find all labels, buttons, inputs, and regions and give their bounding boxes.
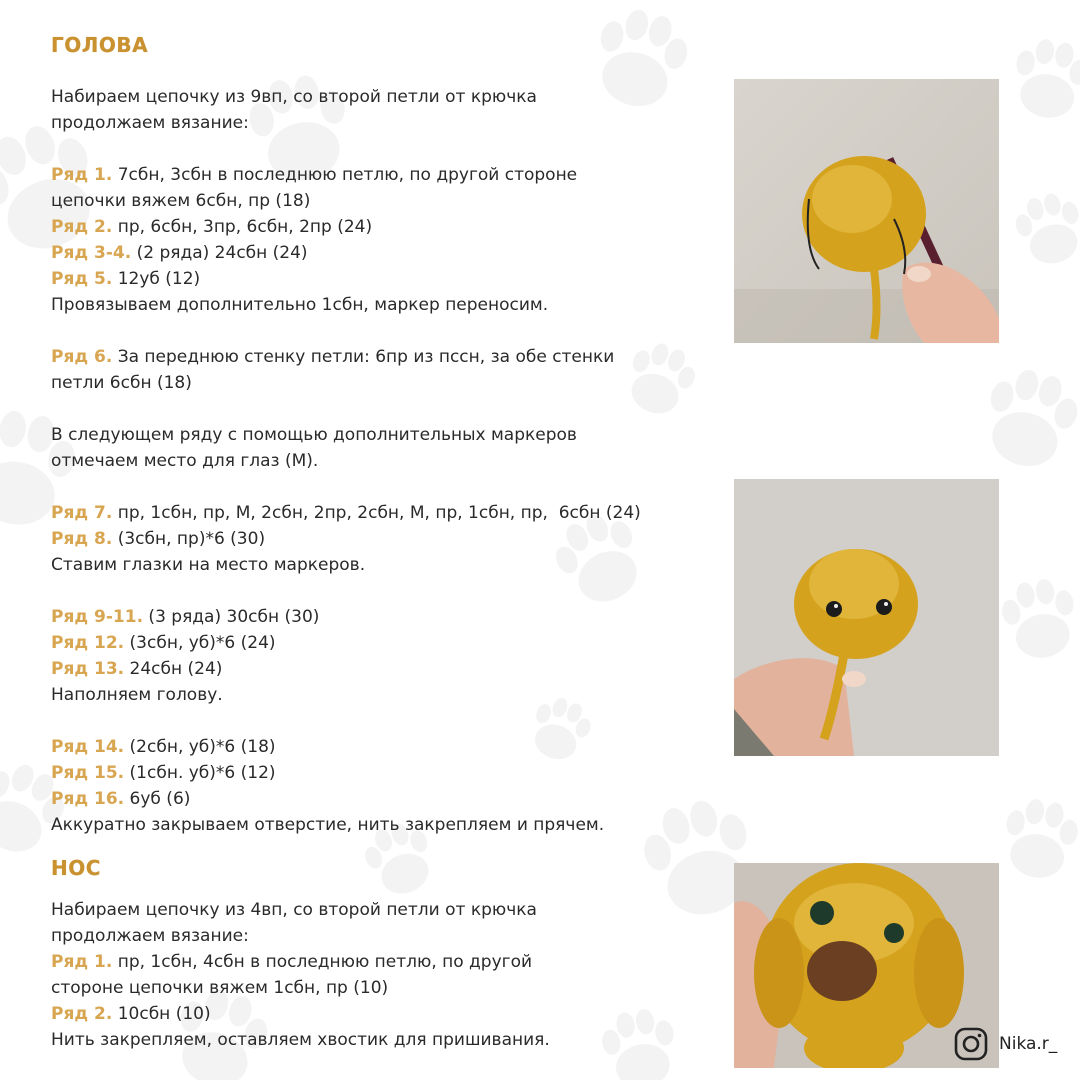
blank-line: [51, 318, 691, 344]
row-instruction: [51, 500, 691, 526]
section-lines: [51, 84, 691, 838]
row-label: Ряд 1.: [51, 952, 113, 972]
row-label: Ряд 2.: [51, 217, 113, 237]
row-label: Ряд 5.: [51, 269, 113, 289]
line-text: пр, 1сбн, пр, М, 2сбн, 2пр, 2сбн, М, пр, 1сбн, пр, 6сбн (24): [112, 503, 641, 523]
instagram-icon[interactable]: [953, 1026, 989, 1062]
line-text: (1сбн. уб)*6 (12): [124, 763, 276, 783]
blank-line: [51, 396, 691, 422]
row-instruction: [51, 266, 691, 292]
blank-line: [51, 708, 691, 734]
row-label: Ряд 7.: [51, 503, 113, 523]
line-text: За переднюю стенку петли: 6пр из пссн, за обе стенки: [112, 347, 615, 367]
row-instruction: [51, 786, 691, 812]
text-line: [51, 552, 691, 578]
text-line: [51, 188, 691, 214]
line-text: петли 6сбн (18): [51, 373, 192, 393]
line-text: Провязываем дополнительно 1сбн, маркер переносим.: [51, 295, 549, 315]
text-line: [51, 1027, 691, 1053]
section-title: ГОЛОВА: [51, 33, 149, 57]
row-label: Ряд 14.: [51, 737, 125, 757]
row-instruction: [51, 604, 691, 630]
line-text: Набираем цепочку из 9вп, со второй петли от крючка: [51, 87, 537, 107]
line-text: цепочки вяжем 6сбн, пр (18): [51, 191, 311, 211]
section-lines: [51, 897, 691, 1053]
line-text: В следующем ряду с помощью дополнительных маркеров: [51, 425, 577, 445]
text-line: [51, 812, 691, 838]
line-text: Ставим глазки на место маркеров.: [51, 555, 366, 575]
row-label: Ряд 1.: [51, 165, 113, 185]
row-label: Ряд 16.: [51, 789, 125, 809]
line-text: продолжаем вязание:: [51, 113, 249, 133]
text-line: [51, 110, 691, 136]
line-text: 6уб (6): [124, 789, 191, 809]
line-text: Наполняем голову.: [51, 685, 223, 705]
instagram-handle[interactable]: Nika.r_: [999, 1034, 1058, 1054]
row-instruction: [51, 734, 691, 760]
row-label: Ряд 9-11.: [51, 607, 144, 627]
line-text: (3сбн, уб)*6 (24): [124, 633, 276, 653]
line-text: (2сбн, уб)*6 (18): [124, 737, 276, 757]
row-label: Ряд 8.: [51, 529, 113, 549]
line-text: 10сбн (10): [112, 1004, 211, 1024]
text-line: [51, 682, 691, 708]
text-line: [51, 975, 691, 1001]
blank-line: [51, 474, 691, 500]
text-line: [51, 897, 691, 923]
line-text: продолжаем вязание:: [51, 926, 249, 946]
pattern-text: [51, 28, 691, 1053]
text-line: [51, 448, 691, 474]
blank-line: [51, 136, 691, 162]
line-text: Набираем цепочку из 4вп, со второй петли от крючка: [51, 900, 537, 920]
line-text: Аккуратно закрываем отверстие, нить закрепляем и прячем.: [51, 815, 605, 835]
line-text: Нить закрепляем, оставляем хвостик для пришивания.: [51, 1030, 550, 1050]
line-text: 12уб (12): [112, 269, 201, 289]
section-nose: [51, 851, 691, 1053]
row-label: Ряд 15.: [51, 763, 125, 783]
head-crochet-photo-2: [734, 479, 999, 756]
row-label: Ряд 12.: [51, 633, 125, 653]
section-title: НОС: [51, 856, 101, 880]
line-text: (3сбн, пр)*6 (30): [112, 529, 266, 549]
line-text: пр, 6сбн, 3пр, 6сбн, 2пр (24): [112, 217, 373, 237]
row-instruction: [51, 1001, 691, 1027]
row-label: Ряд 3-4.: [51, 243, 132, 263]
row-instruction: [51, 949, 691, 975]
line-text: 24сбн (24): [124, 659, 223, 679]
row-instruction: [51, 656, 691, 682]
row-label: Ряд 13.: [51, 659, 125, 679]
line-text: 7сбн, 3сбн в последнюю петлю, по другой стороне: [112, 165, 578, 185]
row-instruction: [51, 162, 691, 188]
line-text: отмечаем место для глаз (М).: [51, 451, 319, 471]
row-label: Ряд 6.: [51, 347, 113, 367]
row-instruction: [51, 214, 691, 240]
row-label: Ряд 2.: [51, 1004, 113, 1024]
section-head: [51, 28, 691, 838]
row-instruction: [51, 630, 691, 656]
blank-line: [51, 578, 691, 604]
text-line: [51, 422, 691, 448]
head-crochet-photo-1: [734, 79, 999, 343]
text-line: [51, 370, 691, 396]
text-line: [51, 923, 691, 949]
line-text: пр, 1сбн, 4сбн в последнюю петлю, по другой: [112, 952, 533, 972]
line-text: (3 ряда) 30сбн (30): [143, 607, 320, 627]
row-instruction: [51, 526, 691, 552]
line-text: (2 ряда) 24сбн (24): [131, 243, 308, 263]
row-instruction: [51, 240, 691, 266]
text-line: [51, 292, 691, 318]
row-instruction: [51, 760, 691, 786]
row-instruction: [51, 344, 691, 370]
line-text: стороне цепочки вяжем 1сбн, пр (10): [51, 978, 389, 998]
text-line: [51, 84, 691, 110]
